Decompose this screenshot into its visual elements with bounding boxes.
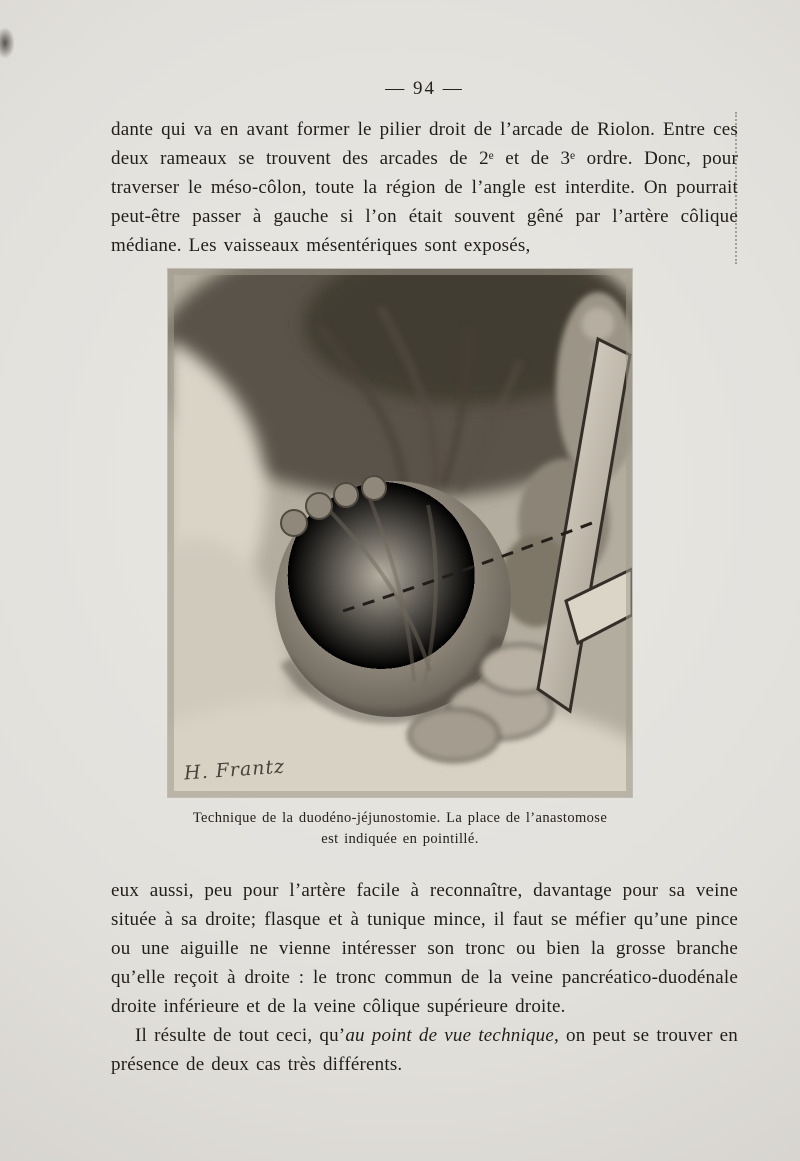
paragraph-bottom-pre: Il résulte de tout ceci, qu’ (135, 1025, 346, 1046)
paragraph-middle: eux aussi, peu pour l’artère facile à reconnaître, davantage pour sa veine située à sa droite; flasque et à tunique mince, il faut se méfier qu’une pince ou une aiguille ne vienne intéresser son tronc ou bien la grosse branche qu’elle reçoit à droite : le tronc commun de la veine pancréatico-duodénale droite inférieure et de la veine côlique supérieure droite. (111, 880, 738, 1017)
figure-caption-line1: Technique de la duodéno-jéjunostomie. La place de l’anastomose (192, 810, 608, 826)
figure-caption-line2: est indiquée en pointillé. (321, 831, 479, 847)
page-number: — 94 — (385, 78, 464, 99)
scan-corner-artifact (0, 22, 18, 64)
surgical-illustration (168, 269, 632, 797)
paragraph-bottom (111, 1021, 738, 1079)
artist-signature: H. Frantz (183, 755, 286, 785)
paragraph-bottom-post: on peut se trouver en présence de deux cas très différents. (111, 1025, 738, 1075)
figure-caption (130, 808, 670, 850)
paragraph-top: dante qui va en avant former le pilier droit de l’arcade de Riolon. Entre ces deux rameaux se trouvent des arcades de 2ᵉ et de 3ᵉ ordre. Donc, pour traverser le méso-côlon, toute la région de l’angle est interdite. On pourrait peut-être passer à gauche si l’on était souvent gêné par l’artère côlique médiane. Les vaisseaux mésentériques sont exposés, (111, 119, 738, 256)
figure (168, 269, 632, 850)
paragraph-bottom-italic: au point de vue technique, (345, 1025, 559, 1046)
text-column (111, 0, 738, 1079)
illustration-drawing (168, 269, 632, 797)
